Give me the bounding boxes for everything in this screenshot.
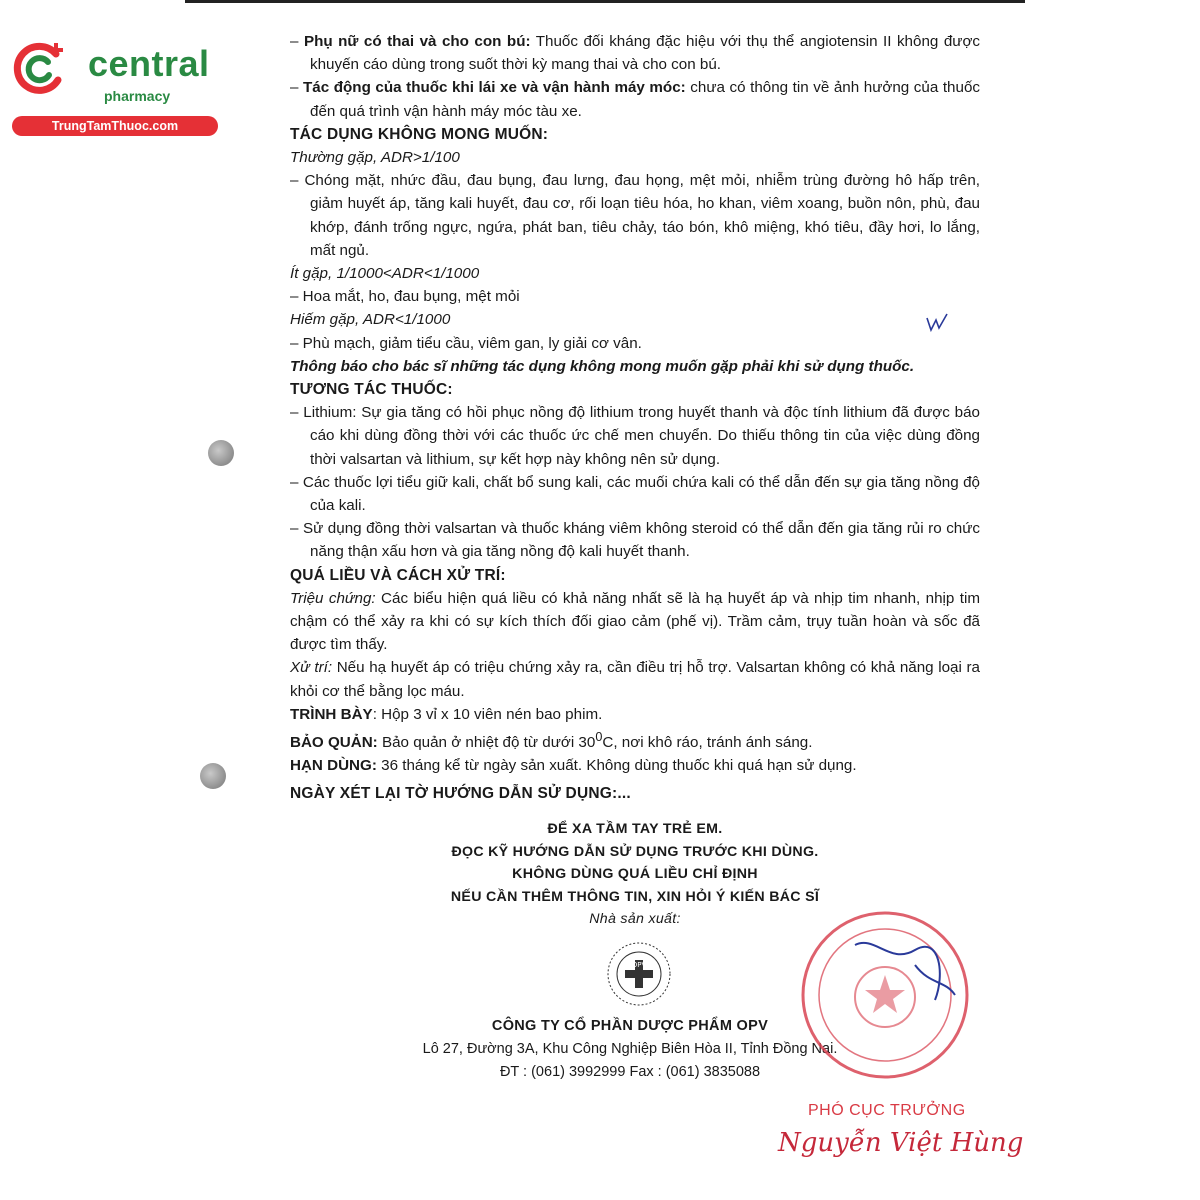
presentation-line: [290, 703, 980, 726]
storage-text: Bảo quản ở nhiệt độ từ dưới 30: [377, 734, 596, 752]
storage-text-after: C, nơi khô ráo, tránh ánh sáng.: [602, 734, 813, 752]
review-date: NGÀY XÉT LẠI TỜ HƯỚNG DẪN SỬ DỤNG:...: [290, 784, 631, 802]
adverse-uncommon-text: Hoa mắt, ho, đau bụng, mệt mỏi: [302, 288, 520, 306]
punch-hole-icon: [208, 440, 234, 466]
opv-logo-text: OPV: [631, 961, 647, 969]
adverse-notice: Thông báo cho bác sĩ những tác dụng không mong muốn gặp phải khi sử dụng thuốc.: [290, 357, 915, 375]
manufacturer-name: CÔNG TY CỔ PHẦN DƯỢC PHẨM OPV: [491, 1018, 769, 1034]
central-c-icon: [12, 40, 68, 96]
manufacturer-address: Lô 27, Đường 3A, Khu Công Nghiệp Biên Hòa II, Tỉnh Đồng Nai.: [422, 1041, 838, 1057]
interaction-text: Sử dụng đồng thời valsartan và thuốc kháng viêm không steroid có thể dẫn đến gia tăng rủi ro chức năng thận xấu hơn và gia tăng nồng độ kali huyết thanh.: [302, 520, 980, 561]
overdose-symptoms-label: Triệu chứng:: [290, 589, 376, 607]
approval-title: PHÓ CỤC TRƯỞNG: [808, 1102, 966, 1119]
brand-subtitle: pharmacy: [104, 88, 171, 104]
overdose-treatment-label: Xử trí:: [290, 659, 333, 677]
interaction-text: Lithium: Sự gia tăng có hồi phục nồng độ lithium trong huyết thanh và độc tính lithium đã được báo cáo khi dùng đồng thời với các thuốc ức chế men chuyển. Do thiếu thông tin của việc dùng đồng thời valsartan và lithium, sự kết hợp này không nên sử dụng.: [303, 404, 981, 468]
pregnancy-text: Thuốc đối kháng đặc hiệu với thụ thể angiotensin II không được khuyến cáo dùng trong suốt thời kỳ mang thai và cho con bú.: [310, 33, 980, 74]
warning-line: KHÔNG DÙNG QUÁ LIỀU CHỈ ĐỊNH: [512, 866, 758, 882]
pregnancy-item: – Phụ nữ có thai và cho con bú: Thuốc đối kháng đặc hiệu với thụ thể angiotensin II không được khuyến cáo dùng trong suốt thời kỳ mang thai và cho con bú.: [290, 33, 980, 74]
driving-label: Tác động của thuốc khi lái xe và vận hành máy móc:: [303, 79, 686, 97]
manufacturer-label: Nhà sản xuất:: [589, 911, 681, 927]
interaction-text: Các thuốc lợi tiểu giữ kali, chất bổ sung kali, các muối chứa kali có thể dẫn đến sự gia tăng nồng độ của kali.: [302, 473, 980, 515]
presentation-label: TRÌNH BÀY: [290, 705, 373, 723]
overdose-heading: QUÁ LIỀU VÀ CÁCH XỬ TRÍ:: [290, 566, 506, 584]
storage-label: BẢO QUẢN:: [290, 734, 378, 752]
top-border-line: [185, 0, 1025, 3]
storage-line: [290, 726, 980, 754]
interaction-item: – Lithium: Sự gia tăng có hồi phục nồng độ lithium trong huyết thanh và độc tính lithium đã được báo cáo khi dùng đồng thời với các thuốc ức chế men chuyển. Do thiếu thông tin của việc dùng đồng thời valsartan và lithium, sự kết hợp này không nên sử dụng.: [290, 404, 981, 468]
driving-text: chưa có thông tin về ảnh hưởng của thuốc đến quá trình vận hành máy móc tàu xe.: [310, 79, 980, 120]
interactions-heading: TƯƠNG TÁC THUỐC:: [290, 381, 453, 399]
expiry-text: 36 tháng kể từ ngày sản xuất. Không dùng thuốc khi quá hạn sử dụng.: [376, 757, 857, 775]
adverse-heading: TÁC DỤNG KHÔNG MONG MUỐN:: [290, 125, 549, 143]
official-stamp-icon: [795, 905, 975, 1085]
brand-name: central: [88, 43, 210, 84]
adverse-common-label: Thường gặp, ADR>1/100: [290, 149, 460, 167]
overdose-treatment: [290, 656, 980, 702]
leaflet-body: [290, 30, 980, 805]
adverse-uncommon-item: – Hoa mắt, ho, đau bụng, mệt mỏi: [290, 288, 520, 306]
adverse-common-text: Chóng mặt, nhức đầu, đau bụng, đau lưng, đau họng, mệt mỏi, nhiễm trùng đường hô hấp trên, giảm huyết áp, tăng kali huyết, đau cơ, rối loạn tiêu hóa, ho khan, viêm xoang, buồn nôn, phù, đau khớp, đánh trống ngực, ngứa, phát ban, tiêu chảy, táo bón, khô miệng, khó tiêu, đầy hơi, lo lắng, mất ngủ.: [304, 172, 980, 259]
brand-logo[interactable]: [8, 36, 218, 136]
adverse-rare-text: Phù mạch, giảm tiểu cầu, viêm gan, ly giải cơ vân.: [302, 334, 642, 352]
adverse-rare-item: – Phù mạch, giảm tiểu cầu, viêm gan, ly giải cơ vân.: [290, 334, 642, 352]
storage-degree: 0: [595, 730, 603, 745]
adverse-common-item: – Chóng mặt, nhức đầu, đau bụng, đau lưng, đau họng, mệt mỏi, nhiễm trùng đường hô hấp trên, giảm huyết áp, tăng kali huyết, đau cơ, rối loạn tiêu hóa, ho khan, viêm xoang, buồn nôn, phù, đau khớp, đánh trống ngực, ngứa, phát ban, tiêu chảy, táo bón, khô miệng, khó tiêu, đầy hơi, lo lắng, mất ngủ.: [290, 172, 980, 259]
warning-line: NẾU CẦN THÊM THÔNG TIN, XIN HỎI Ý KIẾN BÁC SĨ: [450, 888, 820, 905]
pregnancy-label: Phụ nữ có thai và cho con bú:: [303, 33, 531, 50]
manufacturer-phone-fax: ĐT : (061) 3992999 Fax : (061) 3835088: [499, 1064, 761, 1080]
presentation-text: : Hộp 3 vỉ x 10 viên nén bao phim.: [372, 705, 603, 723]
expiry-line: [290, 754, 980, 777]
interaction-item: – Sử dụng đồng thời valsartan và thuốc kháng viêm không steroid có thể dẫn đến gia tăng rủi ro chức năng thận xấu hơn và gia tăng nồng độ kali huyết thanh.: [290, 520, 980, 561]
interaction-item: – Các thuốc lợi tiểu giữ kali, chất bổ sung kali, các muối chứa kali có thể dẫn đến sự gia tăng nồng độ của kali.: [290, 473, 980, 515]
adverse-uncommon-label: Ít gặp, 1/1000<ADR<1/1000: [290, 265, 480, 283]
expiry-label: HẠN DÙNG:: [290, 757, 377, 775]
warning-line: ĐỌC KỸ HƯỚNG DẪN SỬ DỤNG TRƯỚC KHI DÙNG.: [451, 843, 819, 860]
overdose-treatment-text: Nếu hạ huyết áp có triệu chứng xảy ra, cần điều trị hỗ trợ. Valsartan không có khả năng loại ra khỏi cơ thể bằng lọc máu.: [290, 659, 980, 700]
punch-hole-icon: [200, 763, 226, 789]
driving-item: – Tác động của thuốc khi lái xe và vận hành máy móc: chưa có thông tin về ảnh hưởng của thuốc đến quá trình vận hành máy móc tàu xe.: [290, 79, 980, 120]
approval-signature-name: Nguyễn Việt Hùng: [778, 1128, 1024, 1158]
overdose-symptoms-text: Các biểu hiện quá liều có khả năng nhất sẽ là hạ huyết áp và nhịp tim nhanh, nhịp tim chậm có thể xảy ra khi có sự kích thích đối giao cảm (phế vị). Trầm cảm, trụy tuần hoàn và sốc đã được tìm thấy.: [290, 589, 980, 654]
brand-url[interactable]: TrungTamThuoc.com: [12, 116, 218, 136]
adverse-rare-label: Hiếm gặp, ADR<1/1000: [290, 311, 451, 329]
overdose-symptoms: [290, 587, 980, 657]
warning-line: ĐỂ XA TẦM TAY TRẺ EM.: [547, 821, 723, 837]
opv-logo-icon: [605, 940, 673, 1008]
